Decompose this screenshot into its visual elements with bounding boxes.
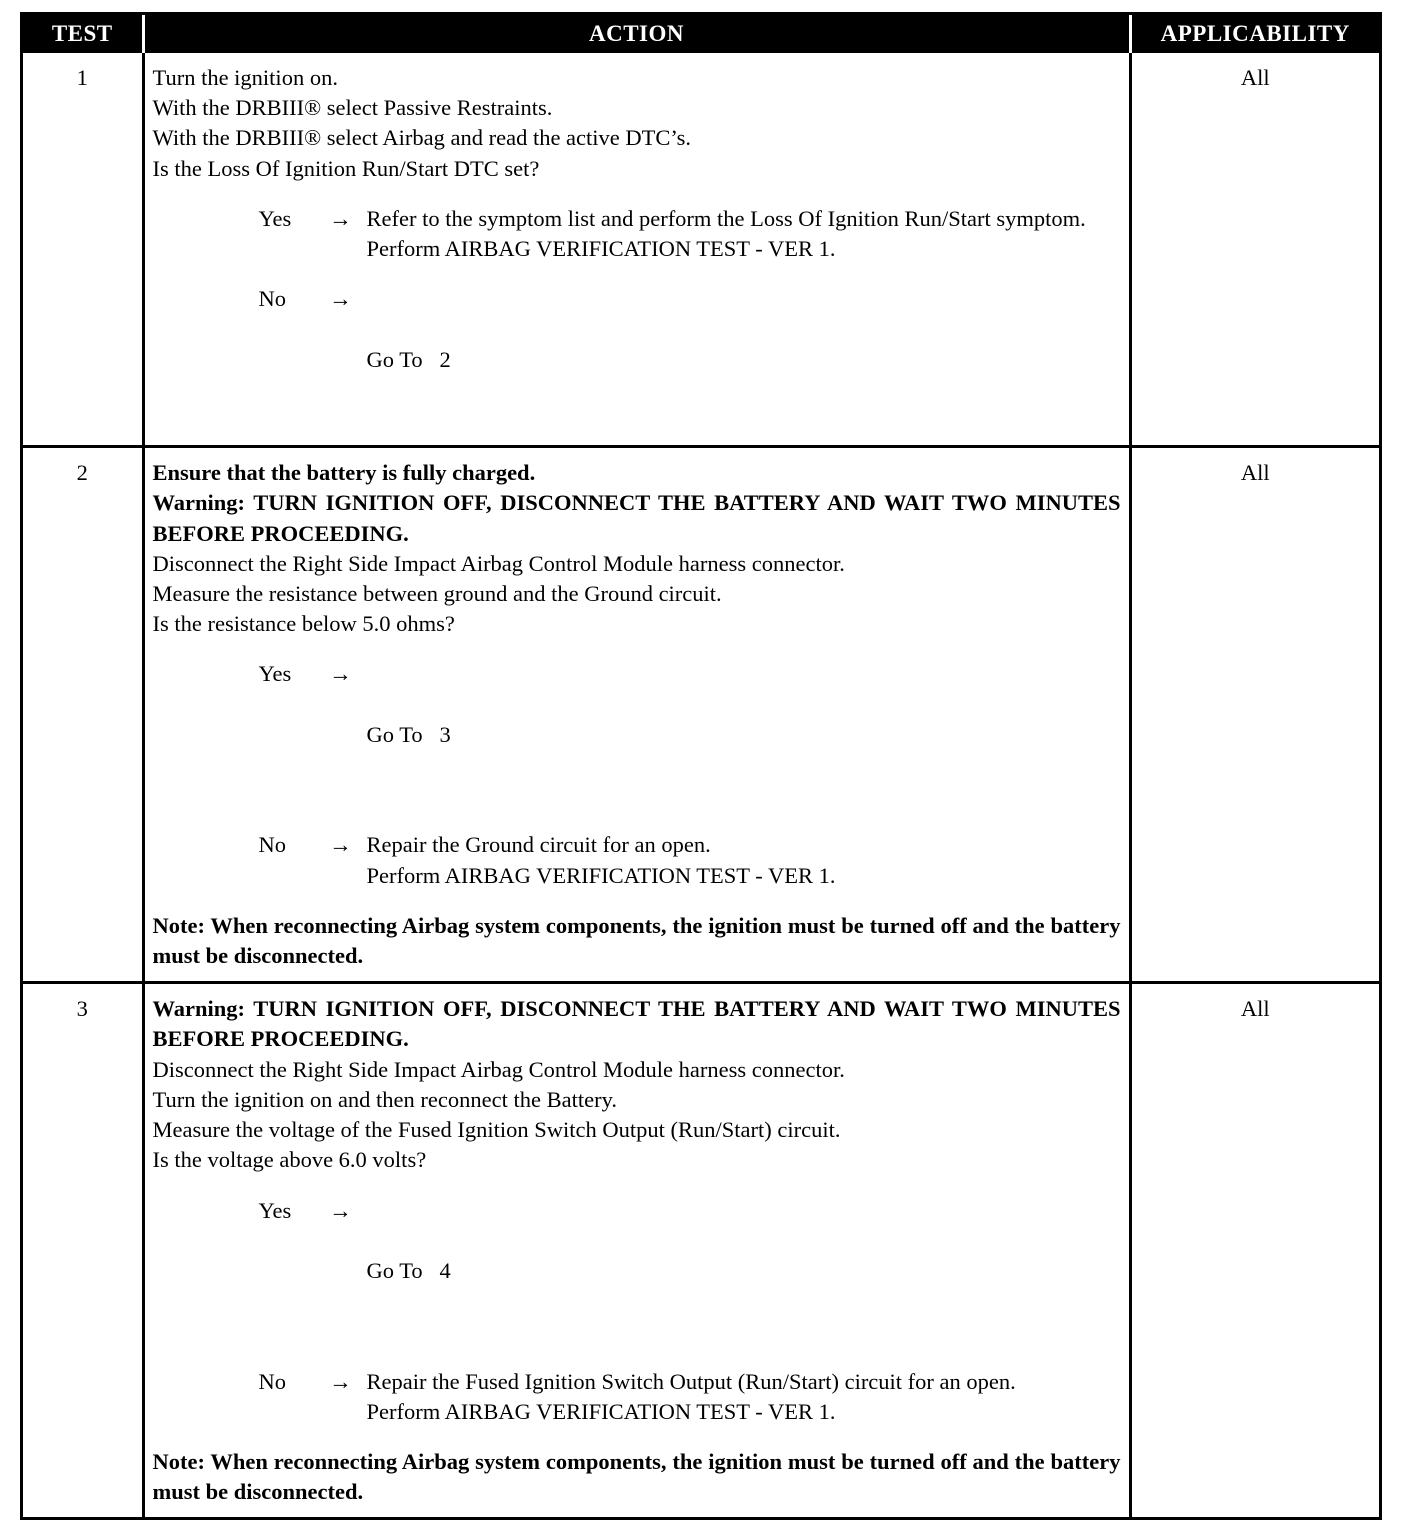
yes-branch <box>259 659 1121 810</box>
arrow-icon: → <box>329 286 352 312</box>
yes-label: Yes <box>258 205 292 231</box>
yes-label: Yes <box>258 661 292 687</box>
applicability-cell: All <box>1130 983 1379 1518</box>
diagnostic-test-table <box>20 12 1382 1520</box>
yes-result <box>367 1196 1121 1347</box>
result-text: Perform AIRBAG VERIFICATION TEST - VER 1. <box>366 862 836 888</box>
yes-branch <box>259 1196 1121 1347</box>
action-line: Is the Loss Of Ignition Run/Start DTC set? <box>152 155 540 181</box>
table-header <box>23 15 1379 53</box>
no-label: No <box>258 1368 286 1394</box>
note-text: Note: When reconnecting Airbag system components, the ignition must be turned off and the battery must be disconnected. <box>152 912 1121 969</box>
action-cell <box>143 447 1130 983</box>
yes-result <box>367 659 1121 810</box>
test-number: 2 <box>23 447 143 983</box>
result-text: Refer to the symptom list and perform the Loss Of Ignition Run/Start symptom. <box>366 205 1086 231</box>
no-result <box>367 1367 1121 1427</box>
applicability-cell: All <box>1130 447 1379 983</box>
no-label: No <box>258 286 286 312</box>
arrow-icon: → <box>329 1197 352 1223</box>
action-line: Turn the ignition on. <box>152 65 338 90</box>
no-result <box>367 284 1121 435</box>
applicability-cell: All <box>1240 65 1270 90</box>
yes-label: Yes <box>258 1197 292 1223</box>
result-text: Go To 4 <box>366 1257 451 1283</box>
action-line: Is the voltage above 6.0 volts? <box>152 1147 427 1173</box>
header-test: TEST <box>23 15 143 53</box>
action-line: Measure the resistance between ground and the Ground circuit. <box>152 581 722 607</box>
arrow-icon: → <box>329 832 352 858</box>
table-row <box>23 53 1379 447</box>
arrow-icon: → <box>329 661 352 687</box>
action-line: Turn the ignition on and then reconnect the Battery. <box>152 1086 617 1112</box>
arrow-icon: → <box>329 1368 352 1394</box>
warning-text: Warning: TURN IGNITION OFF, DISCONNECT THE BATTERY AND WAIT TWO MINUTES BEFORE PROCEEDING. <box>152 996 1121 1052</box>
header-applicability: APPLICABILITY <box>1130 15 1379 53</box>
action-cell <box>143 53 1130 447</box>
test-table <box>23 15 1379 1517</box>
yes-result <box>367 204 1121 264</box>
table-row <box>23 983 1379 1518</box>
table-row <box>23 447 1379 983</box>
action-line: Disconnect the Right Side Impact Airbag Control Module harness connector. <box>152 550 845 576</box>
result-text: Repair the Fused Ignition Switch Output (Run/Start) circuit for an open. <box>366 1368 1016 1394</box>
result-text: Repair the Ground circuit for an open. <box>366 832 711 858</box>
no-branch <box>259 830 1121 890</box>
action-cell <box>143 983 1130 1518</box>
result-text: Perform AIRBAG VERIFICATION TEST - VER 1. <box>366 1398 836 1424</box>
action-line: With the DRBIII® select Passive Restraints. <box>152 95 553 121</box>
result-text: Go To 3 <box>366 721 451 747</box>
no-branch <box>259 1367 1121 1427</box>
action-line: Is the resistance below 5.0 ohms? <box>152 611 455 637</box>
yes-branch <box>259 204 1121 264</box>
no-branch <box>259 284 1121 435</box>
action-line: Measure the voltage of the Fused Ignition Switch Output (Run/Start) circuit. <box>152 1117 841 1143</box>
header-action: ACTION <box>143 15 1130 53</box>
test-number: 3 <box>23 983 143 1518</box>
no-result <box>367 830 1121 890</box>
no-label: No <box>258 832 286 858</box>
arrow-icon: → <box>329 205 352 231</box>
action-line: With the DRBIII® select Airbag and read the active DTC’s. <box>152 125 692 151</box>
action-line-bold: Ensure that the battery is fully charged. <box>152 460 536 486</box>
note-text: Note: When reconnecting Airbag system components, the ignition must be turned off and the battery must be disconnected. <box>152 1448 1121 1505</box>
result-text: Perform AIRBAG VERIFICATION TEST - VER 1. <box>366 236 836 262</box>
action-line: Disconnect the Right Side Impact Airbag Control Module harness connector. <box>152 1056 845 1082</box>
warning-text: Warning: TURN IGNITION OFF, DISCONNECT THE BATTERY AND WAIT TWO MINUTES BEFORE PROCEEDING. <box>152 490 1121 546</box>
test-number: 1 <box>23 53 143 447</box>
result-text: Go To 2 <box>366 346 451 372</box>
